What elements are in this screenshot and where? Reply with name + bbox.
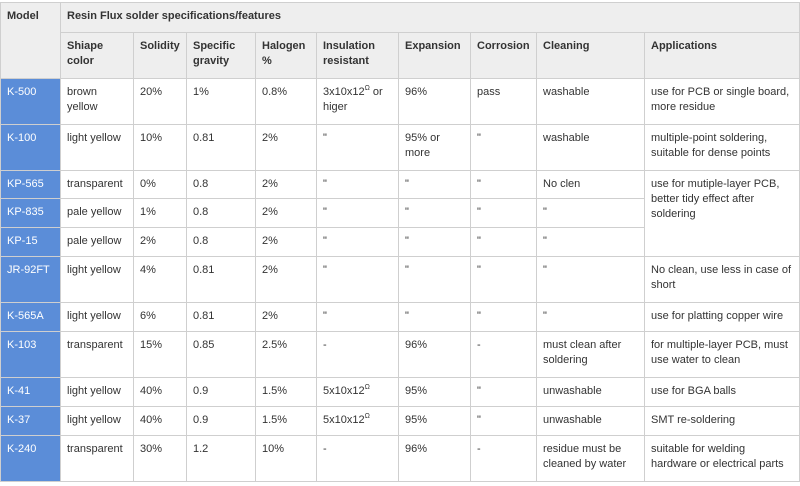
ohm-symbol: Ω [364,384,370,391]
header-group: Resin Flux solder specifications/features [61,3,800,33]
gravity-cell: 0.8 [187,228,256,257]
color-cell: pale yellow [61,199,134,228]
solidity-cell: 10% [134,125,187,171]
model-cell: KP-15 [1,228,61,257]
applications-cell: use for BGA balls [645,378,800,407]
insulation-cell: - [317,332,399,378]
expansion-cell: 95% [399,378,471,407]
corrosion-cell: " [471,125,537,171]
applications-cell: for multiple-layer PCB, must use water to clean [645,332,800,378]
halogen-cell: 1.5% [256,407,317,436]
insulation-cell: " [317,199,399,228]
color-cell: brown yellow [61,79,134,125]
gravity-cell: 0.9 [187,407,256,436]
insulation-cell: " [317,125,399,171]
color-cell: light yellow [61,303,134,332]
model-cell: JR-92FT [1,257,61,303]
cleaning-cell: residue must be cleaned by water [537,436,645,482]
gravity-cell: 0.9 [187,378,256,407]
solidity-cell: 40% [134,378,187,407]
table-row [1,407,800,436]
table-row [1,332,800,378]
insulation-suffix: or higer [323,86,383,113]
gravity-cell: 0.81 [187,257,256,303]
model-cell: K-100 [1,125,61,171]
header-insulation: Insulation resistant [317,33,399,79]
header-corrosion: Corrosion [471,33,537,79]
solidity-cell: 2% [134,228,187,257]
halogen-cell: 2% [256,228,317,257]
ohm-symbol: Ω [364,413,370,420]
color-cell: transparent [61,332,134,378]
header-gravity: Specific gravity [187,33,256,79]
model-cell: K-240 [1,436,61,482]
model-cell: K-103 [1,332,61,378]
cleaning-cell: washable [537,125,645,171]
insulation-cell: " [317,257,399,303]
insulation-value: 5x10x12 [323,385,365,397]
insulation-cell [317,407,399,436]
solidity-cell: 40% [134,407,187,436]
color-cell: transparent [61,436,134,482]
corrosion-cell: - [471,436,537,482]
color-cell: pale yellow [61,228,134,257]
corrosion-cell: " [471,199,537,228]
cleaning-cell: " [537,199,645,228]
cleaning-cell: washable [537,79,645,125]
gravity-cell: 0.81 [187,125,256,171]
applications-cell: suitable for welding hardware or electrical parts [645,436,800,482]
applications-cell: use for mutiple-layer PCB, better tidy effect after soldering [645,171,800,257]
header-model: Model [1,3,61,79]
halogen-cell: 2% [256,257,317,303]
color-cell: light yellow [61,257,134,303]
solidity-cell: 1% [134,199,187,228]
insulation-cell [317,378,399,407]
corrosion-cell: " [471,228,537,257]
table-row [1,303,800,332]
halogen-cell: 10% [256,436,317,482]
solidity-cell: 20% [134,79,187,125]
corrosion-cell: " [471,407,537,436]
halogen-cell: 2% [256,303,317,332]
solidity-cell: 4% [134,257,187,303]
table-row [1,378,800,407]
insulation-value: 5x10x12 [323,414,365,426]
expansion-cell: " [399,303,471,332]
header-applications: Applications [645,33,800,79]
insulation-cell [317,79,399,125]
insulation-cell: " [317,171,399,199]
solidity-cell: 0% [134,171,187,199]
cleaning-cell: unwashable [537,407,645,436]
solidity-cell: 30% [134,436,187,482]
table-row [1,125,800,171]
model-cell: KP-835 [1,199,61,228]
gravity-cell: 1.2 [187,436,256,482]
applications-cell: No clean, use less in case of short [645,257,800,303]
table-row [1,257,800,303]
solidity-cell: 15% [134,332,187,378]
color-cell: light yellow [61,125,134,171]
header-solidity: Solidity [134,33,187,79]
table-row [1,171,800,199]
gravity-cell: 1% [187,79,256,125]
cleaning-cell: " [537,257,645,303]
color-cell: light yellow [61,407,134,436]
corrosion-cell: pass [471,79,537,125]
expansion-cell: 96% [399,79,471,125]
model-cell: K-500 [1,79,61,125]
corrosion-cell: " [471,378,537,407]
halogen-cell: 1.5% [256,378,317,407]
halogen-cell: 2.5% [256,332,317,378]
gravity-cell: 0.8 [187,171,256,199]
halogen-cell: 0.8% [256,79,317,125]
expansion-cell: " [399,228,471,257]
cleaning-cell: unwashable [537,378,645,407]
insulation-cell: " [317,228,399,257]
model-cell: K-37 [1,407,61,436]
header-halogen: Halogen % [256,33,317,79]
gravity-cell: 0.85 [187,332,256,378]
gravity-cell: 0.81 [187,303,256,332]
cleaning-cell: " [537,303,645,332]
corrosion-cell: " [471,171,537,199]
model-cell: K-41 [1,378,61,407]
solidity-cell: 6% [134,303,187,332]
corrosion-cell: " [471,257,537,303]
flux-spec-table [0,2,800,482]
color-cell: transparent [61,171,134,199]
halogen-cell: 2% [256,125,317,171]
applications-cell: multiple-point soldering, suitable for dense points [645,125,800,171]
color-cell: light yellow [61,378,134,407]
header-expansion: Expansion [399,33,471,79]
model-cell: KP-565 [1,171,61,199]
cleaning-cell: must clean after soldering [537,332,645,378]
halogen-cell: 2% [256,199,317,228]
expansion-cell: " [399,199,471,228]
cleaning-cell: " [537,228,645,257]
halogen-cell: 2% [256,171,317,199]
header-cleaning: Cleaning [537,33,645,79]
applications-cell: use for platting copper wire [645,303,800,332]
insulation-cell: " [317,303,399,332]
expansion-cell: 95% or more [399,125,471,171]
corrosion-cell: " [471,303,537,332]
applications-cell: SMT re-soldering [645,407,800,436]
insulation-cell: - [317,436,399,482]
expansion-cell: 96% [399,332,471,378]
gravity-cell: 0.8 [187,199,256,228]
table-row [1,436,800,482]
header-color: Shiape color [61,33,134,79]
cleaning-cell: No clen [537,171,645,199]
applications-cell: use for PCB or single board, more residue [645,79,800,125]
expansion-cell: 95% [399,407,471,436]
insulation-value: 3x10x12 [323,86,365,98]
model-cell: K-565A [1,303,61,332]
expansion-cell: 96% [399,436,471,482]
expansion-cell: " [399,171,471,199]
corrosion-cell: - [471,332,537,378]
ohm-symbol: Ω [364,85,370,92]
expansion-cell: " [399,257,471,303]
table-row [1,79,800,125]
